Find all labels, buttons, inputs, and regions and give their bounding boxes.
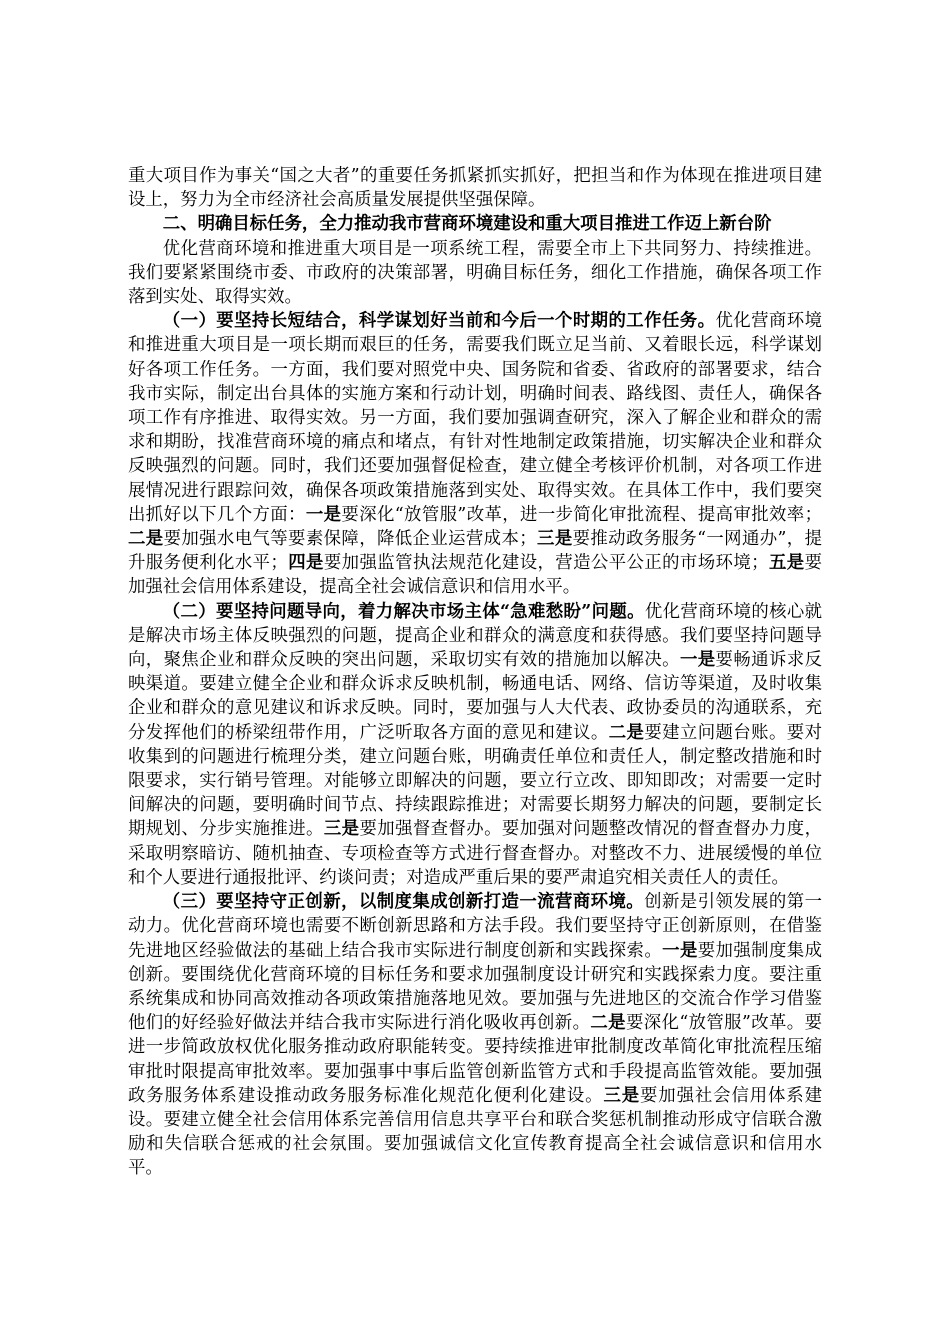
point-text: 要加强制度集成创新。要围绕优化营商环境的目标任务和要求加强制度设计研究和实践探索力度。要注重系统集成和协同高效推动各项政策措施落地见效。要加强与先进地区的交流合作学习借鉴他们的好经验好做法并结合我市实际进行消化吸收再创新。 bbox=[128, 940, 822, 1034]
point-marker: 一是 bbox=[305, 504, 342, 525]
point-text: 要加强社会信用体系建设，提高全社会诚信意识和信用水平。 bbox=[128, 553, 822, 598]
paragraph-continuation bbox=[128, 164, 822, 212]
point-marker: 一是 bbox=[679, 650, 716, 671]
paragraph-text: 创新是引领发展的第一动力。优化营商环境也需要不断创新思路和方法手段。我们要坚持守正创新原则，在借鉴先进地区经验做法的基础上结合我市实际进行制度创新和实践探索。 bbox=[128, 892, 822, 961]
point-text: 要推动政务服务“一网通办”，提升服务便利化水平； bbox=[128, 529, 822, 574]
point-text: 要畅通诉求反映渠道。要建立健全企业和群众诉求反映机制，畅通电话、网络、信访等渠道，及时收集企业和群众的意见建议和诉求反映。同时，要加强与人大代表、政协委员的沟通联系，充分发挥他们的桥梁纽带作用，广泛听取各方面的意见和建议。 bbox=[128, 650, 822, 743]
paragraph-subsection-1 bbox=[128, 309, 822, 599]
subsection-lead: （二）要坚持问题导向，着力解决市场主体“急难愁盼”问题。 bbox=[162, 601, 645, 622]
paragraph-text: 优化营商环境和推进重大项目是一项系统工程，需要全市上下共同努力、持续推进。我们要紧紧围绕市委、市政府的决策部署，明确目标任务，细化工作措施，确保各项工作落到实处、取得实效。 bbox=[128, 238, 822, 308]
subsection-lead: （一）要坚持长短结合，科学谋划好当前和今后一个时期的工作任务。 bbox=[162, 311, 716, 332]
point-text: 要深化“放管服”改革。要进一步简政放权优化服务推动政府职能转变。要持续推进审批制度改革简化审批流程压缩审批时限提高审批效率。要加强事中事后监管创新监管方式和手段提高监管效能。要加强政务服务体系建设推动政务服务标准化规范化便利化建设。 bbox=[128, 1013, 822, 1106]
paragraph-subsection-2 bbox=[128, 600, 822, 890]
paragraph-text: 重大项目作为事关“国之大者”的重要任务抓紧抓实抓好，把担当和作为体现在推进项目建设上，努力为全市经济社会高质量发展提供坚强保障。 bbox=[128, 166, 822, 211]
point-marker: 五是 bbox=[768, 553, 805, 574]
point-marker: 四是 bbox=[287, 553, 324, 574]
document-page bbox=[128, 164, 822, 1181]
point-marker: 三是 bbox=[323, 819, 360, 840]
paragraph-intro bbox=[128, 237, 822, 310]
point-marker: 二是 bbox=[128, 529, 164, 550]
point-marker: 一是 bbox=[662, 940, 698, 961]
paragraph-subsection-3 bbox=[128, 890, 822, 1180]
point-text: 要加强督查督办。要加强对问题整改情况的督查督办力度，采取明察暗访、随机抽查、专项检查等方式进行督查督办。对整改不力、进展缓慢的单位和个人要进行通报批评、约谈问责；对造成严重后果的要严肃追究相关责任人的责任。 bbox=[128, 819, 822, 888]
paragraph-text: 优化营商环境和推进重大项目是一项长期而艰巨的任务，需要我们既立足当前、又着眼长远，科学谋划好各项工作任务。一方面，我们要对照党中央、国务院和省委、省政府的部署要求，结合我市实际，制定出台具体的实施方案和行动计划，明确时间表、路线图、责任人，确保各项工作有序推进、取得实效。另一方面，我们要加强调查研究，深入了解企业和群众的需求和期盼，找准营商环境的痛点和堵点，有针对性地制定政策措施，切实解决企业和群众反映强烈的问题。同时，我们还要加强督促检查，建立健全考核评价机制，对各项工作进展情况进行跟踪问效，确保各项政策措施落到实处、取得实效。在具体工作中，我们要突出抓好以下几个方面： bbox=[128, 311, 822, 525]
point-marker: 三是 bbox=[536, 529, 573, 550]
subsection-lead: （三）要坚持守正创新，以制度集成创新打造一流营商环境。 bbox=[162, 892, 645, 913]
point-text: 要深化“放管服”改革，进一步简化审批流程、提高审批效率； bbox=[341, 504, 822, 525]
point-marker: 二是 bbox=[590, 1013, 626, 1034]
point-marker: 二是 bbox=[608, 722, 645, 743]
point-text: 要加强水电气等要素保障，降低企业运营成本； bbox=[163, 529, 537, 550]
point-marker: 三是 bbox=[603, 1085, 641, 1106]
paragraph-text: 优化营商环境的核心就是解决市场主体反映强烈的问题，提高企业和群众的满意度和获得感。我们要坚持问题导向，聚焦企业和群众反映的突出问题，采取切实有效的措施加以解决。 bbox=[128, 601, 822, 671]
point-text: 要建立问题台账。要对收集到的问题进行梳理分类，建立问题台账，明确责任单位和责任人，制定整改措施和时限要求，实行销号管理。对能够立即解决的问题，要立行立改、即知即改；对需要一定时间解决的问题，要明确时间节点、持续跟踪推进；对需要长期努力解决的问题，要制定长期规划、分步实施推进。 bbox=[128, 722, 822, 840]
point-text: 要加强监管执法规范化建设，营造公平公正的市场环境； bbox=[323, 553, 769, 574]
point-text: 要加强社会信用体系建设。要建立健全社会信用体系完善信用信息共享平台和联合奖惩机制推动形成守信联合激励和失信联合惩戒的社会氛围。要加强诚信文化宣传教育提高全社会诚信意识和信用水平。 bbox=[128, 1085, 822, 1179]
section-heading: 二、明确目标任务，全力推动我市营商环境建设和重大项目推进工作迈上新台阶 bbox=[162, 214, 772, 235]
